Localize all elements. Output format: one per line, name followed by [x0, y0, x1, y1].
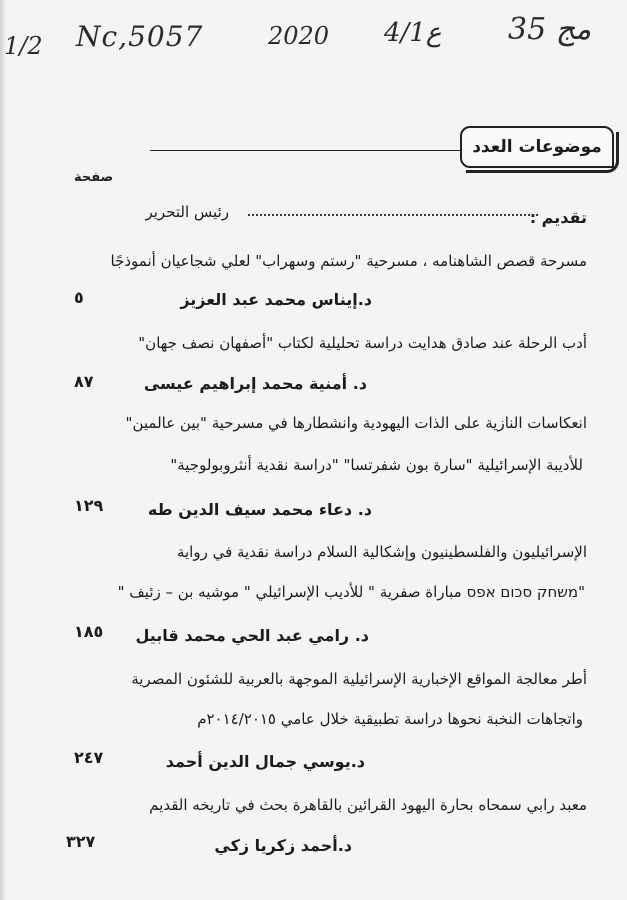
entry-title-line: انعكاسات النازية على الذات اليهودية وانشطارها في مسرحية "بين عالمين" [125, 414, 587, 432]
handwritten-year: 2020 [268, 22, 330, 50]
entry-title-line: أطر معالجة المواقع الإخبارية الإسرائيلية الموجهة بالعربية للشئون المصرية [131, 670, 587, 688]
entry-title-line: "משחק סכום אפס مباراة صفرية " للأديب الإسرائيلي " موشيه بن – زئيف " [117, 583, 585, 601]
intro-author: رئيس التحرير [145, 203, 229, 221]
entry-author: د. رامي عبد الحي محمد قابيل [135, 626, 369, 645]
section-title: موضوعات العدد [460, 126, 614, 168]
entry-page-number: ١٢٩ [74, 496, 104, 515]
entry-page-number: ٢٤٧ [74, 748, 104, 767]
entry-author: د.يوسي جمال الدين أحمد [165, 752, 365, 771]
entry-author: د.أحمد زكريا زكي [214, 836, 352, 855]
entry-title-line: واتجاهات النخبة نحوها دراسة تطبيقية خلال عامي ٢٠١٤/٢٠١٥م [197, 710, 583, 728]
handwritten-fraction: 1/2 [4, 32, 43, 60]
entry-page-number: ٨٧ [74, 372, 94, 391]
scan-edge-shadow [0, 0, 6, 900]
intro-label: تقديم : [529, 208, 587, 227]
entry-author: د.إيناس محمد عبد العزيز [180, 290, 372, 309]
handwritten-date: 4/1ع [384, 18, 442, 48]
page-column-label: صفحة [74, 170, 114, 185]
entry-title-line: الإسرائيليون والفلسطينيون وإشكالية السلام دراسة نقدية في رواية [176, 543, 587, 561]
header-rule [150, 150, 472, 151]
entry-page-number: ٣٢٧ [66, 832, 96, 851]
entry-author: د. دعاء محمد سيف الدين طه [147, 500, 372, 519]
entry-author: د. أمنية محمد إبراهيم عيسى [143, 374, 367, 393]
entry-page-number: ١٨٥ [74, 622, 104, 641]
entry-title-line: للأديبة الإسرائيلية "سارة بون شفرتسا" "دراسة نقدية أنثروبولوجية" [170, 456, 583, 474]
entry-page-number: ٥ [74, 288, 84, 307]
handwritten-reference-number: Nc,5057 [76, 20, 204, 53]
entry-title-line: مسرحة قصص الشاهنامه ، مسرحية "رستم وسهراب" لعلي شجاعيان أنموذجًا [110, 252, 587, 270]
entry-title-line: أدب الرحلة عند صادق هدايت دراسة تحليلية لكتاب "أصفهان نصف جهان" [138, 334, 587, 352]
intro-dot-leader [248, 214, 538, 216]
entry-title-line: معبد رابي سمحاه بحارة اليهود القرائين بالقاهرة بحث في تاريخه القديم [149, 796, 587, 814]
handwritten-volume: 35 مج [508, 12, 592, 47]
